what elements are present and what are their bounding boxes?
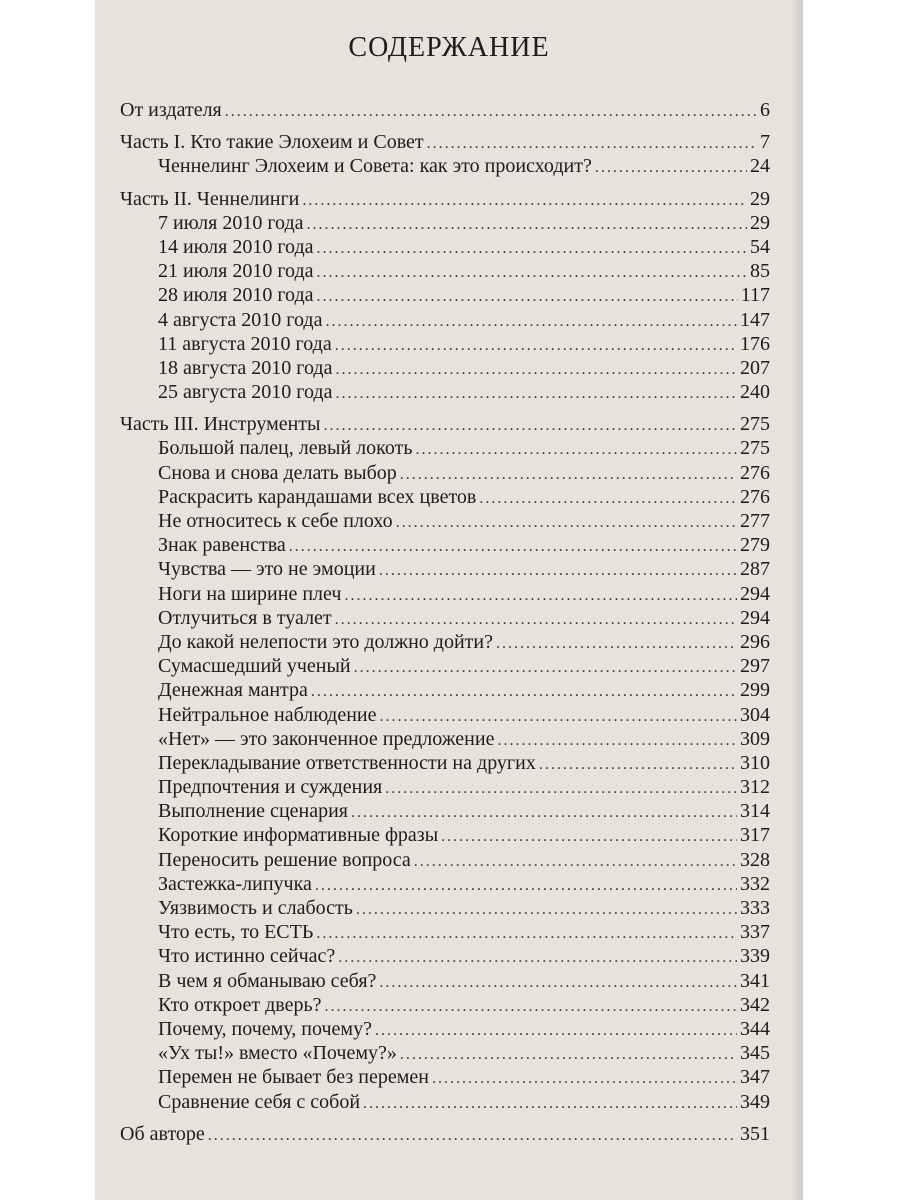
toc-entry-title: Часть II. Ченнелинги bbox=[120, 187, 300, 210]
toc-entry-title: Сравнение себя с собой bbox=[158, 1090, 361, 1113]
toc-entry-page-number: 85 bbox=[750, 260, 770, 283]
dot-leader bbox=[338, 946, 737, 970]
toc-entry-page-number: 341 bbox=[740, 969, 770, 992]
toc-section-entry bbox=[120, 1122, 770, 1146]
toc-entry-page-number: 339 bbox=[740, 945, 770, 968]
dot-leader bbox=[315, 874, 737, 898]
toc-entry-page-number: 54 bbox=[750, 235, 770, 258]
toc-entry-page-number: 317 bbox=[740, 824, 770, 847]
toc-entry-page-number: 312 bbox=[740, 776, 770, 799]
dot-leader bbox=[415, 438, 737, 462]
toc-entry-page-number: 147 bbox=[740, 308, 770, 331]
dot-leader bbox=[302, 189, 747, 213]
toc-entry bbox=[120, 920, 770, 944]
toc-entry-page-number: 333 bbox=[740, 897, 770, 919]
toc-entry-title: Часть III. Инструменты bbox=[120, 413, 321, 436]
toc-entry-page-number: 240 bbox=[740, 381, 770, 404]
toc-entry-title: Денежная мантра bbox=[158, 679, 308, 702]
dot-leader bbox=[479, 487, 737, 511]
dot-leader bbox=[335, 608, 737, 632]
toc-entry bbox=[120, 485, 770, 509]
toc-section-entry bbox=[120, 412, 770, 436]
dot-leader bbox=[427, 132, 757, 156]
toc-entry bbox=[120, 606, 770, 630]
toc-entry bbox=[120, 509, 770, 533]
toc-entry-title: До какой нелепости это должно дойти? bbox=[158, 630, 493, 653]
dot-leader bbox=[497, 729, 737, 753]
toc-entry bbox=[120, 1065, 770, 1089]
toc-entry bbox=[120, 799, 770, 823]
toc-entry-page-number: 207 bbox=[740, 356, 770, 379]
toc-entry bbox=[120, 211, 770, 235]
dot-leader bbox=[289, 535, 737, 559]
toc-entry bbox=[120, 703, 770, 727]
toc-entry-title: Предпочтения и суждения bbox=[158, 776, 383, 799]
dot-leader bbox=[414, 850, 737, 874]
toc-entry-title: Большой палец, левый локоть bbox=[158, 437, 413, 460]
toc-section-entry bbox=[120, 98, 770, 122]
toc-entry-page-number: 344 bbox=[740, 1017, 770, 1040]
toc-entry-page-number: 24 bbox=[750, 155, 770, 178]
toc-entry bbox=[120, 461, 770, 485]
dot-leader bbox=[595, 156, 747, 180]
toc-entry bbox=[120, 235, 770, 259]
toc-entry bbox=[120, 533, 770, 557]
toc-entry bbox=[120, 727, 770, 751]
dot-leader bbox=[335, 382, 737, 406]
toc-entry-page-number: 297 bbox=[740, 655, 770, 678]
toc-entry bbox=[120, 1017, 770, 1041]
toc-entry-title: «Ух ты!» вместо «Почему?» bbox=[158, 1042, 397, 1065]
dot-leader bbox=[225, 100, 757, 124]
dot-leader bbox=[351, 801, 737, 825]
toc-entry-title: «Нет» — это законченное предложение bbox=[158, 727, 495, 750]
dot-leader bbox=[375, 1019, 737, 1043]
toc-entry bbox=[120, 1090, 770, 1114]
toc-entry-page-number: 294 bbox=[740, 582, 770, 605]
dot-leader bbox=[363, 1092, 737, 1116]
toc-entry bbox=[120, 775, 770, 799]
toc-entry-page-number: 337 bbox=[740, 921, 770, 944]
toc-entry-title: Перемен не бывает без перемен bbox=[158, 1066, 429, 1089]
toc-entry bbox=[120, 582, 770, 606]
dot-leader bbox=[400, 463, 737, 487]
toc-entry bbox=[120, 630, 770, 654]
toc-entry bbox=[120, 678, 770, 702]
table-of-contents bbox=[120, 90, 770, 1146]
toc-entry bbox=[120, 823, 770, 847]
dot-leader bbox=[208, 1124, 737, 1148]
toc-entry bbox=[120, 848, 770, 872]
dot-leader bbox=[380, 705, 738, 729]
dot-leader bbox=[441, 825, 737, 849]
dot-leader bbox=[379, 559, 737, 583]
dot-leader bbox=[396, 511, 737, 535]
toc-entry-title: 21 июля 2010 года bbox=[158, 260, 314, 283]
toc-entry-title: В чем я обманываю себя? bbox=[158, 969, 377, 992]
dot-leader bbox=[335, 358, 737, 382]
dot-leader bbox=[432, 1067, 737, 1091]
toc-entry-page-number: 299 bbox=[740, 679, 770, 702]
dot-leader bbox=[400, 1043, 737, 1067]
dot-leader bbox=[539, 753, 737, 777]
toc-entry-page-number: 279 bbox=[740, 534, 770, 557]
dot-leader bbox=[324, 414, 738, 438]
toc-entry-title: Выполнение сценария bbox=[158, 800, 348, 823]
toc-entry-title: Кто откроет дверь? bbox=[158, 993, 322, 1016]
dot-leader bbox=[356, 898, 737, 922]
dot-leader bbox=[496, 632, 737, 656]
toc-entry-page-number: 351 bbox=[740, 1122, 770, 1145]
toc-entry-page-number: 277 bbox=[740, 510, 770, 532]
dot-leader bbox=[344, 584, 737, 608]
toc-section-entry bbox=[120, 187, 770, 211]
toc-entry-title: Часть I. Кто такие Элохеим и Совет bbox=[120, 131, 424, 154]
page-edge-shadow bbox=[790, 0, 803, 1200]
dot-leader bbox=[354, 656, 737, 680]
toc-entry bbox=[120, 751, 770, 775]
toc-entry bbox=[120, 308, 770, 332]
toc-section-entry bbox=[120, 130, 770, 154]
toc-entry bbox=[120, 969, 770, 993]
toc-entry-page-number: 328 bbox=[740, 848, 770, 871]
toc-entry-page-number: 117 bbox=[740, 284, 770, 307]
toc-entry-title: Отлучиться в туалет bbox=[158, 606, 332, 629]
dot-leader bbox=[307, 213, 747, 237]
toc-entry-title: Что истинно сейчас? bbox=[158, 945, 336, 968]
toc-entry-page-number: 176 bbox=[740, 332, 770, 355]
toc-entry-title: Что есть, то ЕСТЬ bbox=[158, 921, 314, 944]
toc-entry bbox=[120, 896, 770, 920]
toc-entry bbox=[120, 356, 770, 380]
toc-entry-title: Не относитесь к себе плохо bbox=[158, 510, 393, 532]
toc-entry bbox=[120, 259, 770, 283]
toc-entry-page-number: 342 bbox=[740, 993, 770, 1016]
toc-entry-title: Почему, почему, почему? bbox=[158, 1017, 372, 1040]
dot-leader bbox=[316, 922, 737, 946]
toc-entry-title: 14 июля 2010 года bbox=[158, 235, 314, 258]
toc-entry-page-number: 275 bbox=[740, 413, 770, 436]
page-title: СОДЕРЖАНИЕ bbox=[348, 32, 550, 63]
toc-entry-page-number: 275 bbox=[740, 437, 770, 460]
toc-entry-page-number: 309 bbox=[740, 727, 770, 750]
toc-entry-page-number: 296 bbox=[740, 630, 770, 653]
dot-leader bbox=[317, 237, 747, 261]
toc-entry-title: Снова и снова делать выбор bbox=[158, 461, 397, 484]
toc-entry bbox=[120, 332, 770, 356]
toc-entry-title: Ченнелинг Элохеим и Совета: как это происходит? bbox=[158, 155, 592, 178]
toc-entry-page-number: 294 bbox=[740, 606, 770, 629]
toc-entry-page-number: 314 bbox=[740, 800, 770, 823]
toc-entry bbox=[120, 154, 770, 178]
dot-leader bbox=[325, 310, 737, 334]
toc-entry bbox=[120, 436, 770, 460]
dot-leader bbox=[317, 285, 738, 309]
toc-entry-page-number: 304 bbox=[740, 703, 770, 726]
toc-entry-page-number: 345 bbox=[740, 1042, 770, 1065]
toc-entry-title: 25 августа 2010 года bbox=[158, 381, 333, 404]
toc-entry bbox=[120, 872, 770, 896]
toc-entry-title: Короткие информативные фразы bbox=[158, 824, 439, 847]
toc-entry bbox=[120, 654, 770, 678]
toc-entry bbox=[120, 993, 770, 1017]
toc-entry bbox=[120, 944, 770, 968]
toc-entry-title: 18 августа 2010 года bbox=[158, 356, 333, 379]
toc-entry-page-number: 6 bbox=[760, 99, 770, 121]
toc-entry-page-number: 7 bbox=[760, 131, 770, 154]
toc-entry-title: Сумасшедший ученый bbox=[158, 655, 351, 678]
toc-entry-title: 11 августа 2010 года bbox=[158, 332, 332, 355]
dot-leader bbox=[335, 334, 737, 358]
toc-entry-title: 28 июля 2010 года bbox=[158, 284, 314, 307]
toc-entry-title: Знак равенства bbox=[158, 534, 286, 557]
toc-entry-page-number: 276 bbox=[740, 461, 770, 484]
toc-entry-page-number: 29 bbox=[750, 187, 770, 210]
toc-entry-title: Уязвимость и слабость bbox=[158, 897, 353, 919]
dot-leader bbox=[317, 261, 747, 285]
toc-entry-page-number: 310 bbox=[740, 751, 770, 774]
toc-entry-page-number: 347 bbox=[740, 1066, 770, 1089]
toc-entry-page-number: 332 bbox=[740, 872, 770, 895]
toc-entry-title: Нейтральное наблюдение bbox=[158, 703, 377, 726]
toc-entry-page-number: 29 bbox=[750, 211, 770, 234]
dot-leader bbox=[379, 971, 737, 995]
dot-leader bbox=[311, 680, 737, 704]
toc-entry-title: Перекладывание ответственности на других bbox=[158, 751, 536, 774]
toc-entry-title: 4 августа 2010 года bbox=[158, 308, 323, 331]
toc-entry-title: От издателя bbox=[120, 99, 222, 121]
toc-entry-title: Об авторе bbox=[120, 1122, 205, 1145]
toc-entry bbox=[120, 1041, 770, 1065]
toc-entry-page-number: 287 bbox=[740, 558, 770, 581]
dot-leader bbox=[385, 777, 737, 801]
dot-leader bbox=[325, 995, 738, 1019]
toc-entry-title: Ноги на ширине плеч bbox=[158, 582, 342, 605]
toc-entry-page-number: 276 bbox=[740, 485, 770, 508]
toc-entry-title: Переносить решение вопроса bbox=[158, 848, 411, 871]
toc-entry bbox=[120, 380, 770, 404]
toc-entry-title: Раскрасить карандашами всех цветов bbox=[158, 485, 477, 508]
toc-entry bbox=[120, 557, 770, 581]
toc-entry-title: 7 июля 2010 года bbox=[158, 211, 304, 234]
toc-entry-title: Застежка-липучка bbox=[158, 872, 312, 895]
toc-entry bbox=[120, 283, 770, 307]
toc-entry-title: Чувства — это не эмоции bbox=[158, 558, 376, 581]
toc-entry-page-number: 349 bbox=[740, 1090, 770, 1113]
